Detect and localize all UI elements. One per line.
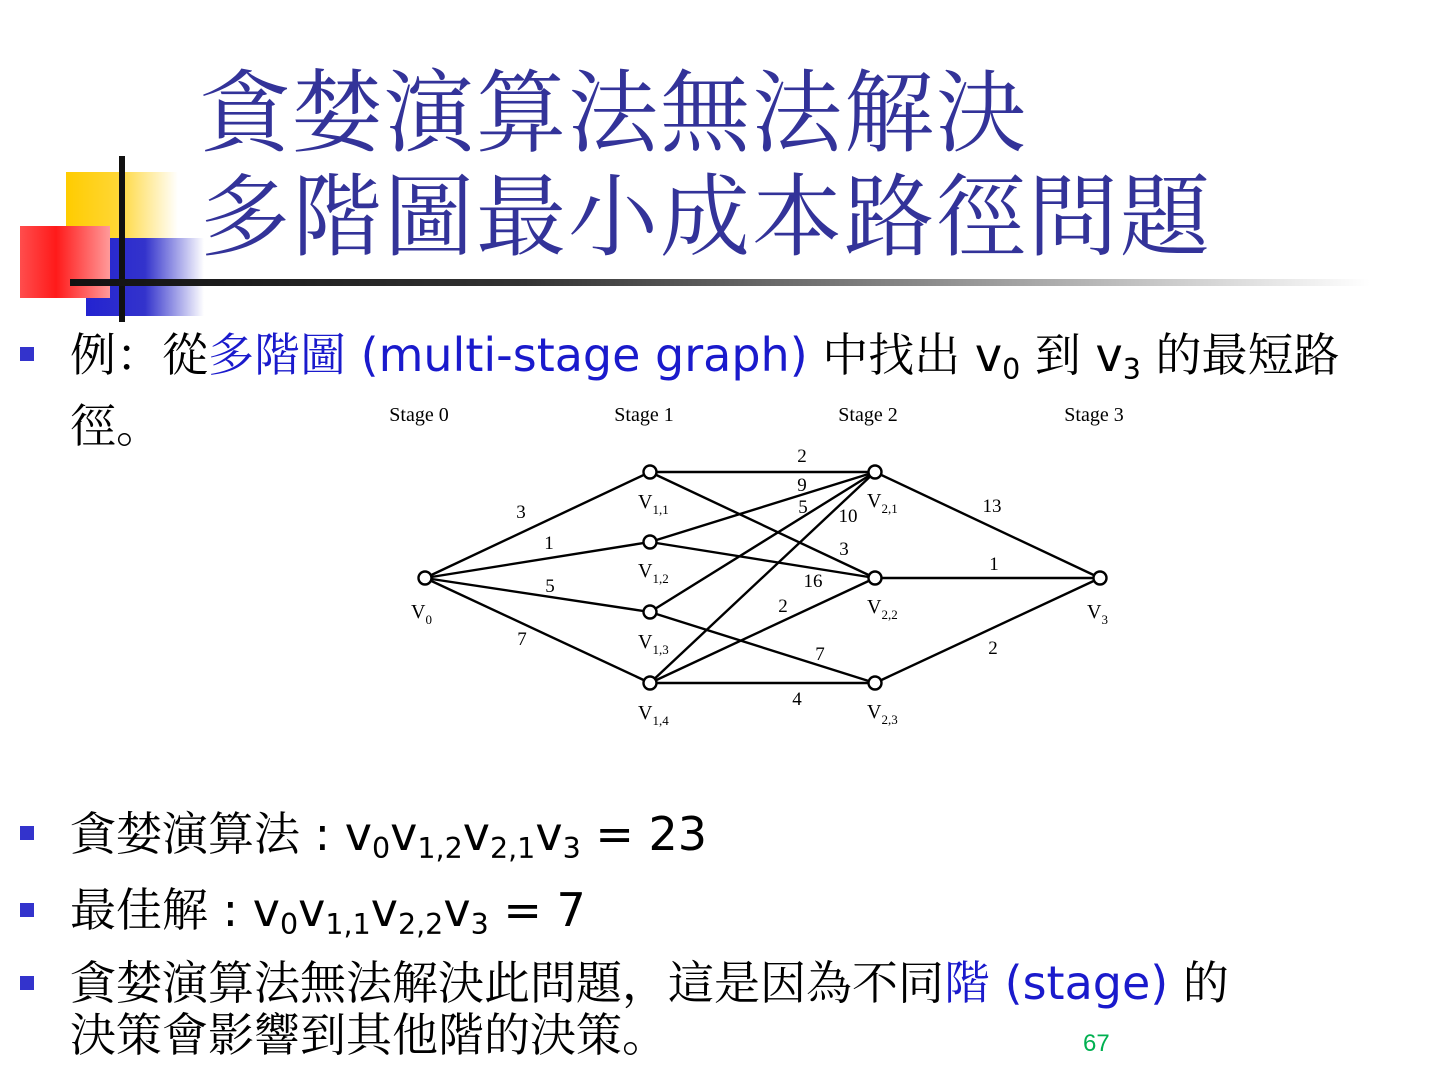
bullet4-prefix: 貪婪演算法無法解決此問題，這是因為不同 bbox=[70, 956, 944, 1010]
node-v12 bbox=[644, 536, 657, 549]
bullet4-line2: 決策會影響到其他階的決策。 bbox=[70, 1008, 668, 1062]
node-v0 bbox=[419, 572, 432, 585]
bullet1-line2: 徑。 bbox=[70, 398, 162, 453]
bullet-marker-4 bbox=[20, 976, 34, 990]
node-v22 bbox=[869, 572, 882, 585]
edge-weight-v11-v22: 3 bbox=[839, 539, 849, 560]
bullet1-to: 到 v bbox=[1034, 328, 1123, 382]
edge-weight-v12-v21: 9 bbox=[797, 475, 807, 496]
bullet4-suffix: 的 bbox=[1182, 956, 1229, 1010]
stage-label-0: Stage 0 bbox=[389, 404, 449, 426]
node-label-v22: $V_{2,2}$ bbox=[867, 596, 898, 622]
edge-v0-v12 bbox=[425, 542, 650, 578]
bullet3-result: = 7 bbox=[488, 883, 586, 937]
bullet1-suffix: 的最短路 bbox=[1155, 328, 1340, 382]
edge-v21-v3 bbox=[875, 472, 1100, 578]
node-label-v13: $V_{1,3}$ bbox=[638, 631, 669, 657]
bullet-text-2 bbox=[70, 806, 707, 877]
edge-weight-v21-v3: 13 bbox=[982, 496, 1002, 517]
edge-v14-v21 bbox=[650, 472, 875, 683]
edge-weight-v0-v14: 7 bbox=[517, 629, 527, 650]
edge-weight-v14-v23: 4 bbox=[792, 689, 802, 710]
bullet1-prefix: 例：從 bbox=[70, 328, 208, 382]
node-v3 bbox=[1094, 572, 1107, 585]
bullet-marker-3 bbox=[20, 903, 34, 917]
bullet1-sub-to: 3 bbox=[1122, 352, 1141, 386]
stage-label-1: Stage 1 bbox=[614, 404, 674, 426]
edge-v23-v3 bbox=[875, 578, 1100, 683]
bullet1-mid: 中找出 v bbox=[822, 328, 1003, 382]
edge-weight-v13-v23: 7 bbox=[815, 644, 825, 665]
node-label-v23: $V_{2,3}$ bbox=[867, 701, 898, 727]
bullet1-highlight: 多階圖 (multi-stage graph) bbox=[208, 328, 808, 382]
bullet-marker-2 bbox=[20, 826, 34, 840]
edge-v0-v14 bbox=[425, 578, 650, 683]
edge-weight-v23-v3: 2 bbox=[988, 638, 998, 659]
bullet4-highlight: 階 (stage) bbox=[944, 956, 1169, 1010]
bullet1-sub-from: 0 bbox=[1002, 352, 1021, 386]
bullet2-result: = 23 bbox=[580, 807, 708, 861]
edge-v13-v23 bbox=[650, 612, 875, 683]
node-v13 bbox=[644, 606, 657, 619]
edge-weight-v11-v21: 2 bbox=[797, 446, 807, 467]
bullet2-path: $v_0v_{1,2}v_{2,1}v_3$ bbox=[344, 807, 581, 865]
node-v11 bbox=[644, 466, 657, 479]
bullet2-label: 貪婪演算法 : bbox=[70, 807, 345, 861]
node-label-v11: $V_{1,1}$ bbox=[638, 491, 669, 517]
node-v14 bbox=[644, 677, 657, 690]
slide-title-line-1: 貪婪演算法無法解決 bbox=[200, 61, 1028, 166]
edge-weight-v0-v13: 5 bbox=[545, 576, 555, 597]
decor-vertical-line bbox=[119, 156, 125, 322]
node-v23 bbox=[869, 677, 882, 690]
node-label-v14: $V_{1,4}$ bbox=[638, 702, 669, 728]
edge-v14-v22 bbox=[650, 578, 875, 683]
bullet3-label: 最佳解 : bbox=[70, 883, 253, 937]
edge-weight-v22-v3: 1 bbox=[989, 554, 999, 575]
edge-weight-v13-v21: 5 bbox=[798, 497, 808, 518]
multi-stage-graph bbox=[370, 395, 1160, 755]
title-underline bbox=[70, 279, 1370, 286]
bullet-text-4 bbox=[70, 957, 1410, 1061]
edge-v0-v11 bbox=[425, 472, 650, 578]
node-label-v21: $V_{2,1}$ bbox=[867, 490, 898, 516]
node-label-v3: $V_3$ bbox=[1087, 601, 1108, 627]
edge-weight-v0-v12: 1 bbox=[544, 533, 554, 554]
decor-red-square bbox=[20, 226, 110, 298]
edge-weight-v14-v21: 10 bbox=[838, 506, 858, 527]
slide-title bbox=[200, 62, 1212, 270]
bullet3-path: $v_0v_{1,1}v_{2,2}v_3$ bbox=[252, 883, 489, 941]
edge-weight-v0-v11: 3 bbox=[516, 502, 526, 523]
edge-weight-v12-v22: 16 bbox=[803, 571, 823, 592]
edge-weight-v14-v22: 2 bbox=[778, 596, 788, 617]
stage-label-2: Stage 2 bbox=[838, 404, 898, 426]
node-label-v0: $V_0$ bbox=[411, 601, 432, 627]
bullet-marker-1 bbox=[20, 347, 34, 361]
node-label-v12: $V_{1,2}$ bbox=[638, 560, 669, 586]
slide-title-line-2: 多階圖最小成本路徑問題 bbox=[200, 165, 1212, 270]
page-number: 67 bbox=[1083, 1030, 1110, 1057]
stage-label-3: Stage 3 bbox=[1064, 404, 1124, 426]
bullet-text-3 bbox=[70, 882, 586, 953]
node-v21 bbox=[869, 466, 882, 479]
